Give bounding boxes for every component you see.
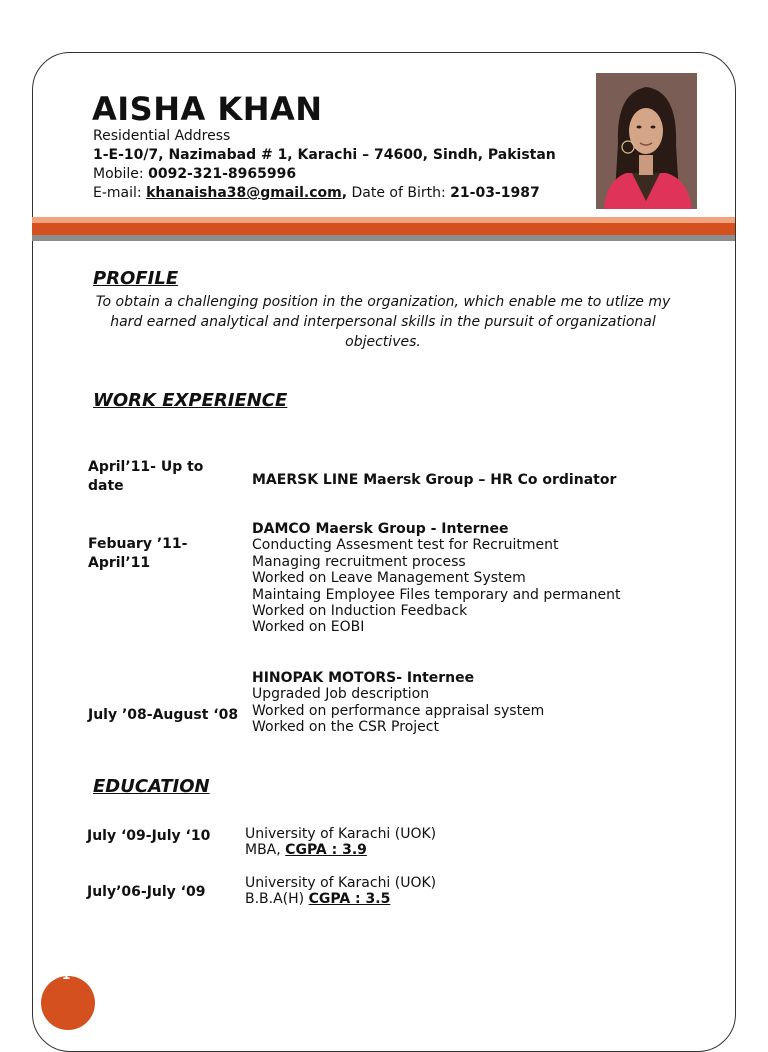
education-entry-1 [245,826,436,858]
work-experience-heading: WORK EXPERIENCE [93,390,288,411]
header-band-gray [32,235,735,241]
work-item: Worked on performance appraisal system [252,702,545,719]
profile-heading: PROFILE [93,268,179,289]
education-date-2: July’06-July ‘09 [87,884,206,900]
education-degree: B.B.A(H) [245,891,305,907]
education-gpa: CGPA : 3.5 [308,891,391,907]
page-number: 1 [62,968,71,982]
work-item: Worked on Induction Feedback [252,603,468,620]
mobile-label: Mobile: [93,166,144,182]
work-date-3: July ’08-August ‘08 [88,707,239,723]
education-heading: EDUCATION [93,776,210,797]
education-gpa: CGPA : 3.9 [285,842,367,858]
work-entry-2 [252,521,620,636]
work-entry-3 [252,670,544,736]
work-item: Maintaing Employee Files temporary and permanent [252,586,621,603]
education-institution: University of Karachi (UOK) [245,826,437,842]
dob-value: 21-03-1987 [450,185,540,201]
email-link[interactable]: khanaisha38@gmail.com [146,185,342,201]
education-entry-2 [245,875,436,907]
page-number-badge [41,976,95,1030]
work-item: Worked on the CSR Project [252,719,439,736]
work-item: Upgraded Job description [252,686,430,703]
work-item: Worked on Leave Management System [252,570,526,587]
applicant-name: AISHA KHAN [92,90,323,128]
work-date-2: Febuary ’11- April’11 [88,536,188,571]
education-degree-line [245,891,436,907]
email-line [93,185,540,201]
profile-photo [596,73,697,209]
education-institution: University of Karachi (UOK) [245,875,437,891]
address: 1-E-10/7, Nazimabad # 1, Karachi – 74600, Sindh, Pakistan [93,147,556,163]
work-title-2: DAMCO Maersk Group - Internee [252,521,509,537]
education-degree: MBA, [245,842,281,858]
email-separator: , [341,185,348,201]
profile-text: To obtain a challenging position in the organization, which enable me to utlize my hard earned analytical and interpersonal skills in the pursuit of organizational objectives. [95,294,671,350]
mobile-line [93,166,296,182]
mobile-number: 0092-321-8965996 [148,166,297,182]
work-date-1: April’11- Up to date [88,459,204,494]
email-label: E-mail: [93,185,142,201]
dob-label: Date of Birth: [351,185,446,201]
work-item: Conducting Assesment test for Recruitment [252,537,559,554]
work-item: Managing recruitment process [252,553,466,570]
header-band-accent [32,223,735,235]
address-label: Residential Address [93,128,231,144]
work-title-1: MAERSK LINE Maersk Group – HR Co ordinator [252,472,617,488]
education-degree-line [245,842,436,858]
work-title-3: HINOPAK MOTORS- Internee [252,670,475,686]
education-date-1: July ‘09-July ‘10 [87,828,211,844]
portrait-image [596,73,697,209]
work-item: Worked on EOBI [252,619,365,636]
